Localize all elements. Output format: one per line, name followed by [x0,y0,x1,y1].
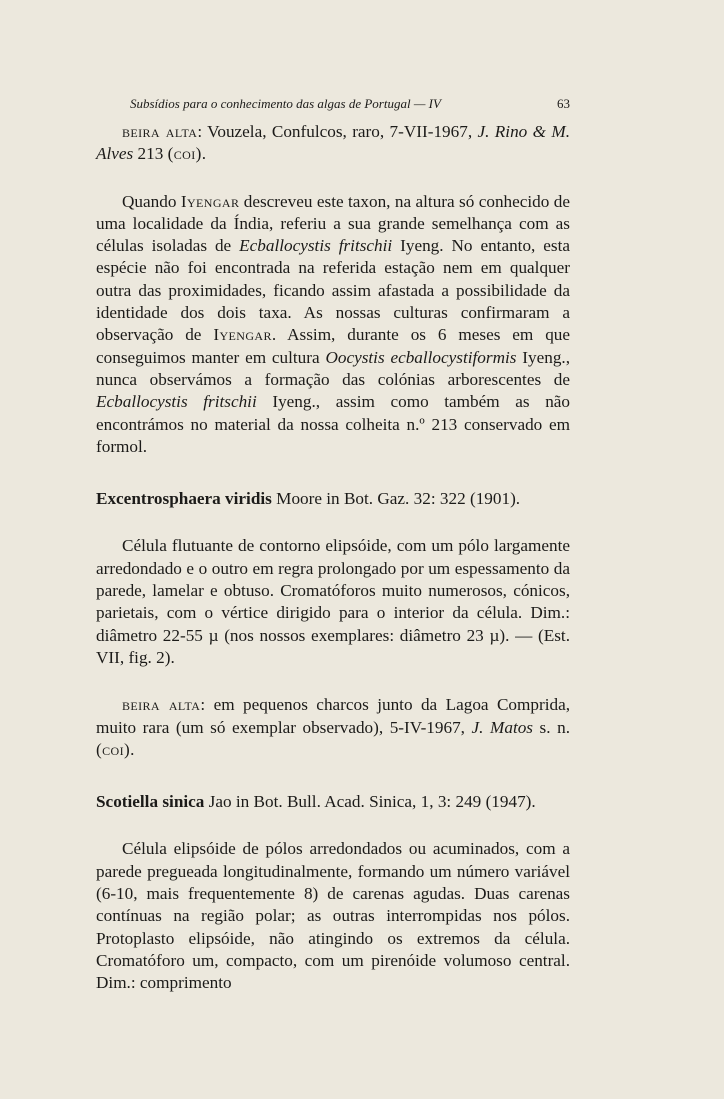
herbarium-number: 213 [133,144,168,164]
text-run: Iyeng., assim como também as não encontrámos no material da nossa colheita n.º 213 conservado em formol. [96,392,571,456]
separator: : [197,122,208,141]
species-name: Ecballocystis fritschii [239,236,393,256]
text-run: Quando [122,191,181,211]
end-punct: . [130,739,135,759]
text-run: . Assim, durante os 6 meses em que conseguimos manter em cultura [96,325,571,367]
author-name: Iyengar [180,191,240,211]
species-heading [96,488,570,510]
text-run: Iyeng. No entanto, esta espécie não foi encontrada na referida estação nem em qualquer outra das proximidades, ficando assim afastada a possibilidade da identidade dos dois taxa. As nossas culturas confirmaram a observação de [96,236,570,345]
description-paragraph: Célula elipsóide de pólos arredondados ou acuminados, com a parede pregueada longitudinalmente, formando um número variável (6-10, mais frequentemente 8) de carenas agudas. Duas carenas contínuas na região polar; as outras interrompidas nos pólos. Protoplasto elipsóide, não atingindo os extremos da célula. Cromatóforo um, compacto, com um pirenóide volumoso central. Dim.: comprimento [96,839,570,993]
species-name: Oocystis ecballocystiformis [325,347,517,367]
herbarium-code: (coi) [167,144,202,164]
text-run: descreveu este taxon, na altura só conhecido de uma localidade da Índia, referiu a sua grande semelhança com as células isoladas de [96,191,570,256]
text-run: Iyeng., nunca observámos a formação das colónias arborescentes de [96,347,571,389]
species-title: Scotiella sinica [96,792,205,812]
collector-name: J. Matos [471,717,533,737]
running-header [130,96,570,112]
separator: : [200,695,214,715]
region-name: beira alta [122,122,198,141]
description-paragraph: Célula flutuante de contorno elipsóide, com um pólo largamente arredondado e o outro em regra prolongado por um espessamento da parede, lamelar e obtuso. Cromatóforos muito numerosos, cónicos, parietais, com o vértice dirigido para o interior da célula. Dim.: diâmetro 22-55 µ (nos nossos exemplares: diâmetro 23 µ). — (Est. VII, fig. 2). [96,536,570,667]
collection-record [96,694,570,761]
author-name: Iyengar [213,325,272,345]
collection-record [96,121,570,166]
locality-text: Vouzela, Confulcos, raro, 7-VII-1967, [207,122,478,141]
species-heading [96,791,570,813]
species-title: Excentrosphaera viridis [96,489,272,509]
species-name: Ecballocystis fritschii [96,392,257,412]
species-citation: Jao in Bot. Bull. Acad. Sinica, 1, 3: 249 (1947). [204,792,536,812]
running-title: Subsídios para o conhecimento das algas de Portugal — IV [130,96,441,111]
discussion-paragraph [96,191,570,459]
collector-name: J. Rino & M. Alves [96,122,570,164]
herbarium-code: (coi) [96,739,131,759]
species-citation: Moore in Bot. Gaz. 32: 322 (1901). [271,489,521,509]
page-number: 63 [557,96,570,111]
collector-tail: s. n. [533,717,570,737]
region-name: beira alta [122,695,201,715]
body-text [96,121,570,995]
locality-text: em pequenos charcos junto da Lagoa Comprida, muito rara (um só exemplar observado), 5-IV-1967, [96,695,571,737]
end-punct: . [201,144,207,164]
